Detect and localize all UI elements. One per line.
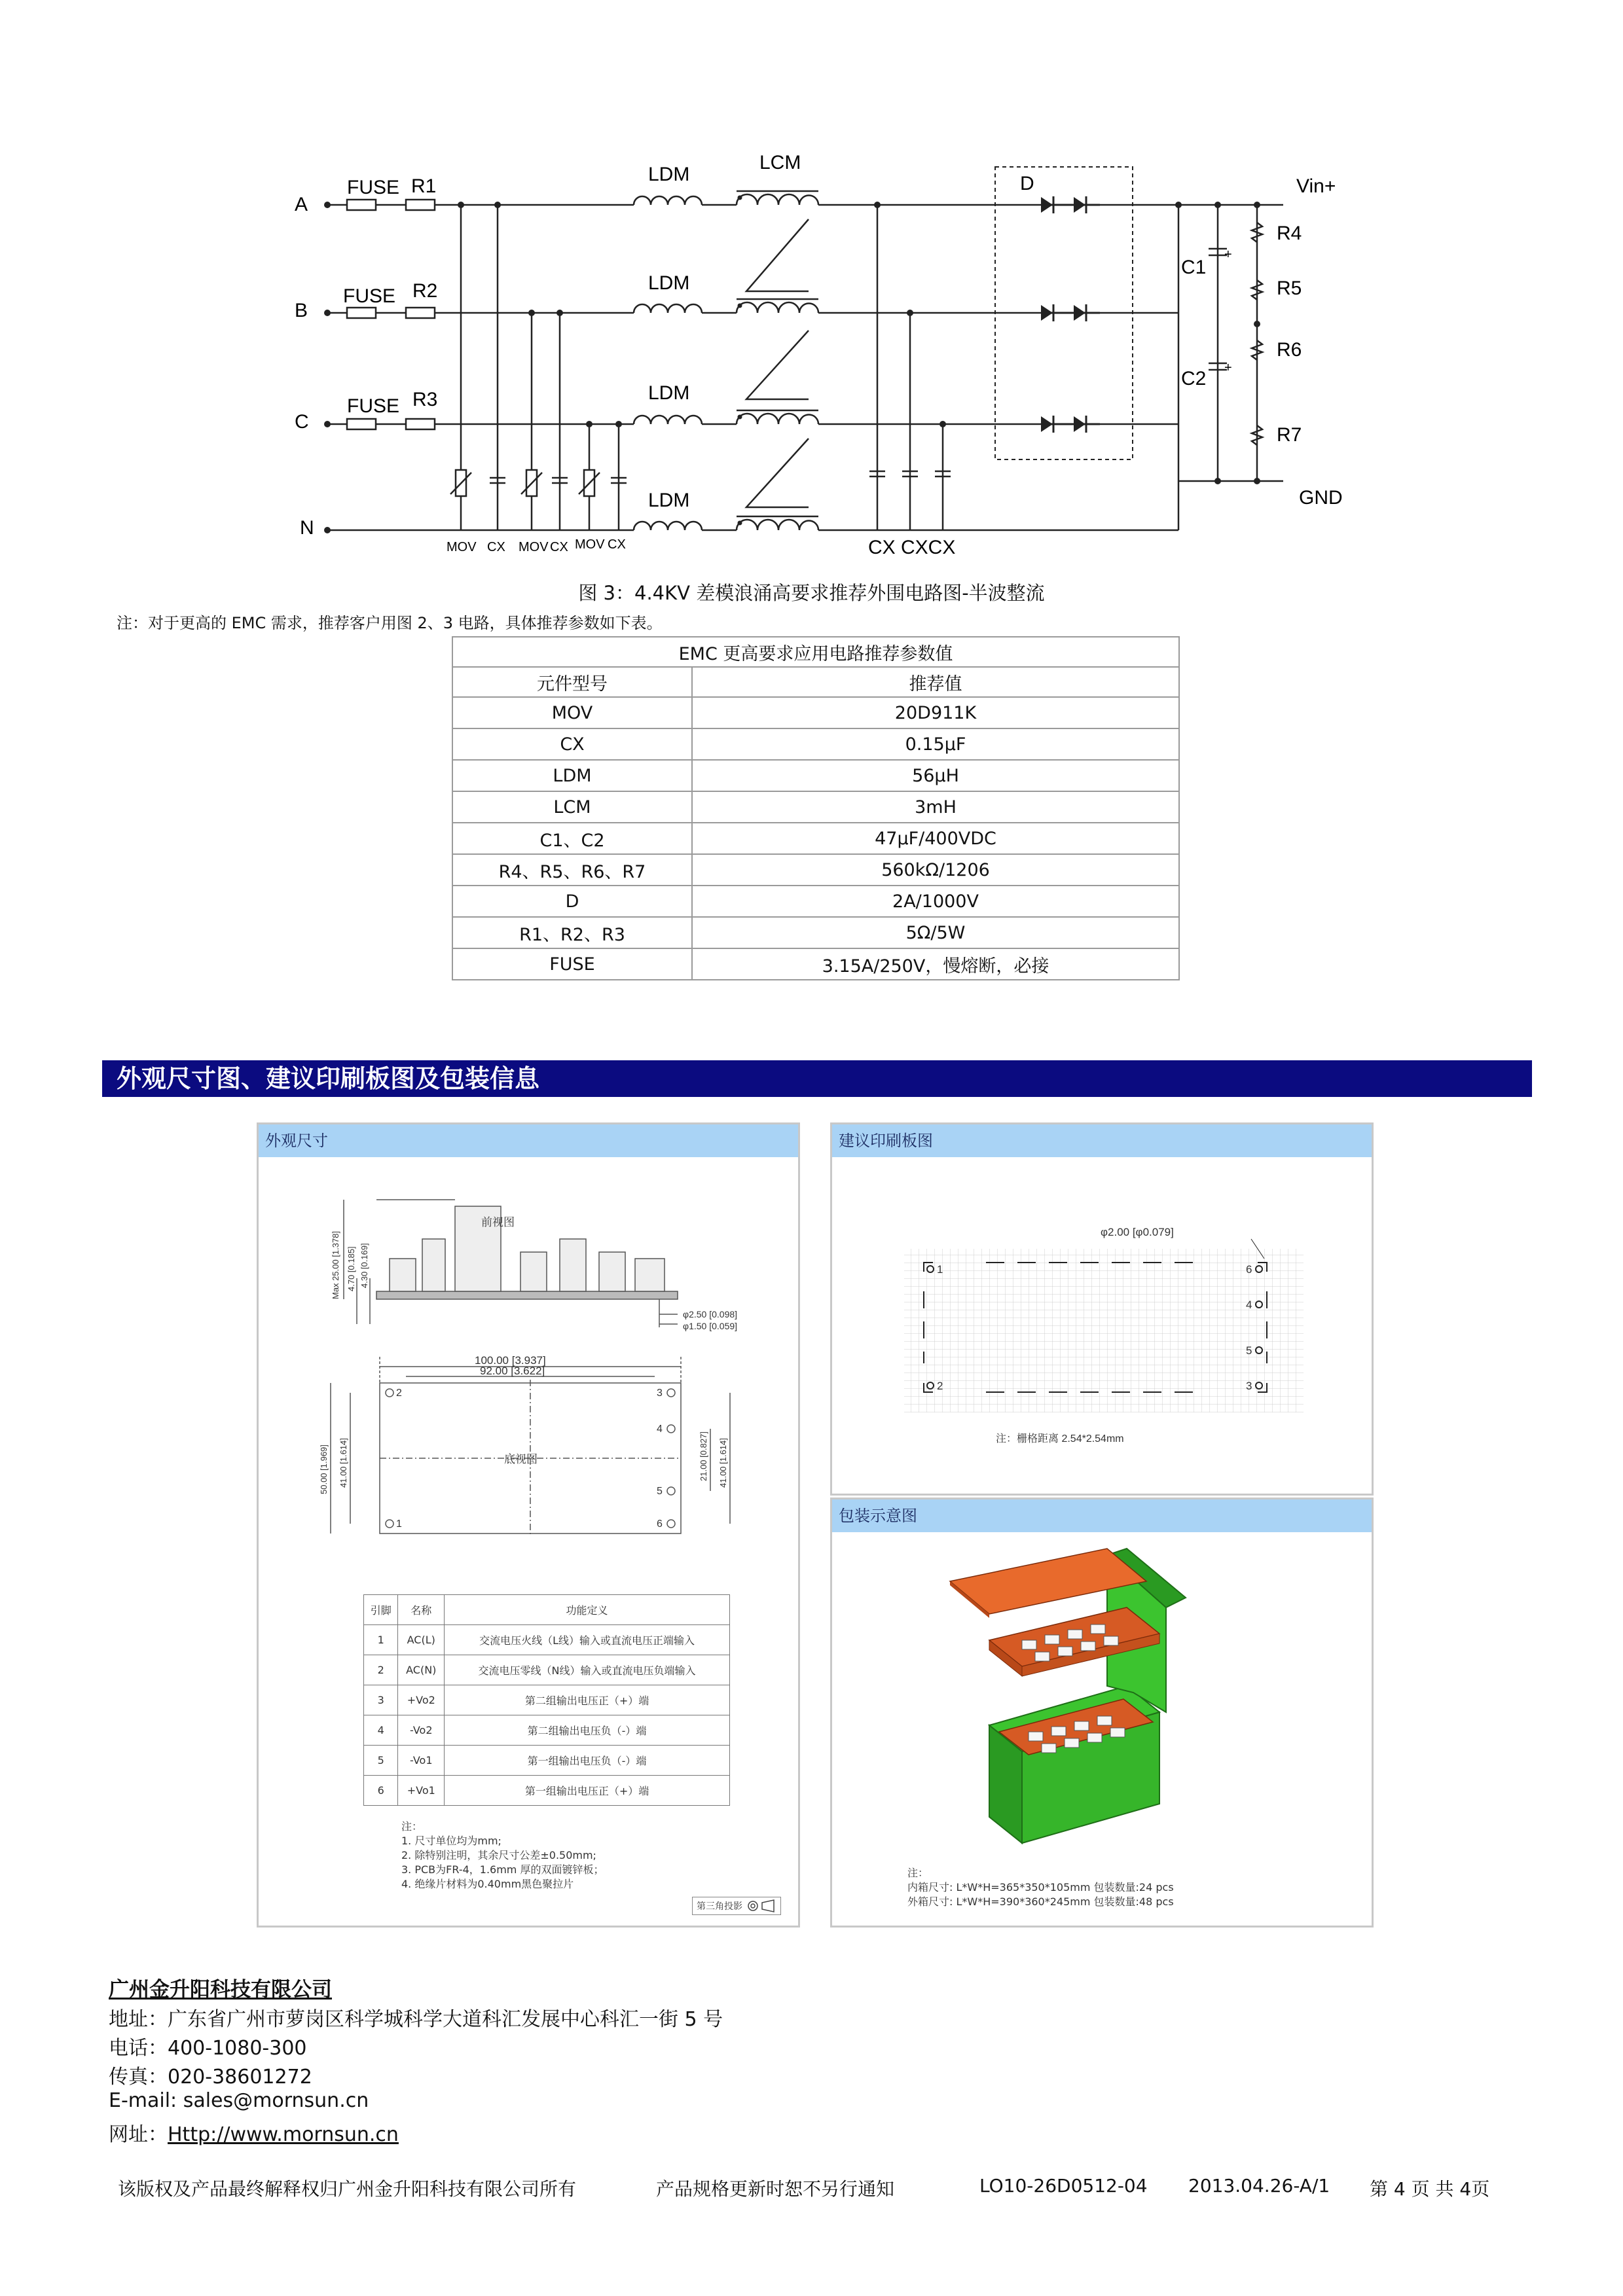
pin-col-pin: 引脚 [364, 1595, 398, 1625]
footer-doc-no: LO10-26D0512-04 [979, 2175, 1148, 2197]
cell: 5 [364, 1746, 398, 1776]
company-email: E-mail: sales@mornsun.cn [109, 2089, 369, 2112]
note-line: 4. 绝缘片材料为0.40mm黑色聚拉片 [401, 1878, 574, 1890]
web-label: 网址： [109, 2123, 168, 2146]
dim-max-h: Max 25.00 [1.378] [331, 1230, 340, 1299]
table-row [452, 823, 1179, 854]
table-row [452, 760, 1179, 791]
dimension-notes [401, 1820, 604, 1892]
bottom-view-label: 底视图 [504, 1453, 538, 1465]
note-line: 2. 除特别注明，其余尺寸公差±0.50mm; [401, 1849, 596, 1861]
cell: AC(L) [398, 1625, 445, 1655]
packaging-panel [830, 1498, 1374, 1928]
cell: 3mH [692, 791, 1179, 823]
input-n: N [300, 517, 314, 539]
diode-label: D [1020, 173, 1034, 194]
table-row [364, 1685, 730, 1715]
table-row [452, 917, 1179, 948]
footer-page: 第 4 页 共 4页 [1370, 2178, 1490, 2200]
cell: C1、C2 [452, 823, 692, 854]
note-line: 注： [401, 1820, 423, 1833]
pin-2: 2 [396, 1388, 402, 1399]
r7-label: R7 [1277, 424, 1302, 446]
circuit-diagram [0, 0, 1623, 576]
cell: R4、R5、R6、R7 [452, 854, 692, 886]
c2-label: C2 [1181, 368, 1207, 389]
cell: FUSE [452, 948, 692, 980]
pin-5: 5 [657, 1486, 663, 1497]
cell: -Vo2 [398, 1715, 445, 1746]
pcb-pin-2: 2 [937, 1380, 943, 1392]
cell: 1 [364, 1625, 398, 1655]
dim-d2: 4.30 [0.169] [359, 1243, 369, 1288]
pcb-pin-6: 6 [1246, 1263, 1252, 1276]
cell: 20D911K [692, 697, 1179, 728]
projection-icon [746, 1899, 776, 1913]
pcb-panel-title: 建议印刷板图 [832, 1124, 1372, 1157]
ldm-label-2: LDM [648, 272, 690, 294]
r3-label: R3 [412, 389, 438, 410]
mov-label-1: MOV [447, 540, 477, 554]
pin-1: 1 [396, 1518, 402, 1530]
cell: CX [452, 728, 692, 760]
emc-note: 注：对于更高的 EMC 需求，推荐客户用图 2、3 电路，具体推荐参数如下表。 [117, 614, 663, 632]
dim-pin-d2: φ1.50 [0.059] [683, 1321, 738, 1331]
cell: 2 [364, 1655, 398, 1685]
ldm-label-1: LDM [648, 164, 690, 185]
table-row [452, 886, 1179, 917]
pcb-hole-dim: φ2.00 [φ0.079] [1101, 1226, 1174, 1238]
pin-col-name: 名称 [398, 1595, 445, 1625]
cell: LDM [452, 760, 692, 791]
r2-label: R2 [412, 280, 438, 302]
cell: 交流电压零线（N线）输入或直流电压负端输入 [445, 1655, 730, 1685]
footer-notice: 产品规格更新时恕不另行通知 [656, 2178, 895, 2200]
section-banner: 外观尺寸图、建议印刷板图及包装信息 [102, 1060, 1532, 1097]
figure-caption: 图 3：4.4KV 差模浪涌高要求推荐外围电路图-半波整流 [578, 582, 1045, 604]
cell: 2A/1000V [692, 886, 1179, 917]
dim-h1: 50.00 [1.969] [319, 1444, 329, 1494]
cx-label-1: CX [487, 540, 505, 554]
table-row [364, 1746, 730, 1776]
pcb-pin-5: 5 [1246, 1344, 1252, 1357]
note-line: 外箱尺寸: L*W*H=390*360*245mm 包装数量:48 pcs [907, 1895, 1174, 1908]
cell: AC(N) [398, 1655, 445, 1685]
front-view-label: 前视图 [481, 1216, 515, 1229]
cell: D [452, 886, 692, 917]
cell: 5Ω/5W [692, 917, 1179, 948]
table-row [364, 1655, 730, 1685]
pcb-pin-1: 1 [937, 1263, 943, 1276]
table-row [452, 948, 1179, 980]
cell: 第一组输出电压负（-）端 [445, 1746, 730, 1776]
input-c: C [295, 411, 309, 433]
cx-label-3: CX [608, 537, 626, 552]
cell: 第二组输出电压负（-）端 [445, 1715, 730, 1746]
cell: -Vo1 [398, 1746, 445, 1776]
note-line: 内箱尺寸: L*W*H=365*350*105mm 包装数量:24 pcs [907, 1881, 1174, 1893]
c1-plus: + [1224, 247, 1232, 262]
cell: 交流电压火线（L线）输入或直流电压正端输入 [445, 1625, 730, 1655]
packaging-panel-title: 包装示意图 [832, 1499, 1372, 1532]
cell: LCM [452, 791, 692, 823]
r6-label: R6 [1277, 339, 1302, 361]
company-fax: 传真：020-38601272 [109, 2066, 312, 2089]
input-a: A [295, 194, 308, 215]
dim-d1: 4.70 [0.185] [346, 1246, 356, 1291]
pcb-panel [830, 1122, 1374, 1496]
pcb-layout-drawing [832, 1160, 1372, 1494]
dim-w1: 100.00 [3.937] [475, 1354, 546, 1367]
params-table [452, 636, 1180, 980]
c1-label: C1 [1181, 257, 1207, 278]
pin-table [363, 1594, 730, 1806]
cell: 第二组输出电压正（+）端 [445, 1685, 730, 1715]
params-col-part: 元件型号 [452, 667, 692, 697]
cell: 4 [364, 1715, 398, 1746]
note-line: 1. 尺寸单位均为mm; [401, 1835, 501, 1847]
params-table-title: EMC 更高要求应用电路推荐参数值 [452, 637, 1179, 667]
gnd-label: GND [1299, 487, 1343, 509]
dim-h4: 41.00 [1.614] [718, 1438, 728, 1488]
note-line: 3. PCB为FR-4，1.6mm 厚的双面镀锌板； [401, 1863, 604, 1876]
cell: 第一组输出电压正（+）端 [445, 1776, 730, 1806]
cell: 3.15A/250V，慢熔断，必接 [692, 948, 1179, 980]
fuse-label-b: FUSE [343, 285, 396, 307]
c2-plus: + [1224, 361, 1232, 375]
params-col-value: 推荐值 [692, 667, 1179, 697]
fuse-label-a: FUSE [347, 177, 400, 198]
dimension-drawing [259, 1160, 798, 1592]
cell: +Vo1 [398, 1776, 445, 1806]
r4-label: R4 [1277, 223, 1302, 244]
footer-copyright: 该版权及产品最终解释权归广州金升阳科技有限公司所有 [118, 2178, 577, 2200]
dim-w2: 92.00 [3.622] [480, 1365, 545, 1377]
dimensions-panel [257, 1122, 800, 1928]
packaging-notes [907, 1866, 1174, 1909]
input-b: B [295, 300, 308, 321]
cell: R1、R2、R3 [452, 917, 692, 948]
dim-h2: 41.00 [1.614] [338, 1438, 348, 1488]
company-web-row [109, 2118, 399, 2147]
r1-label: R1 [411, 175, 437, 197]
pin-col-function: 功能定义 [445, 1595, 730, 1625]
pin-3: 3 [657, 1388, 663, 1399]
table-row [452, 791, 1179, 823]
table-row [364, 1715, 730, 1746]
r5-label: R5 [1277, 278, 1302, 299]
cell: 0.15μF [692, 728, 1179, 760]
table-row [452, 854, 1179, 886]
ldm-label-3: LDM [648, 382, 690, 404]
cell: 47μF/400VDC [692, 823, 1179, 854]
cx-group-label: CX CXCX [868, 537, 956, 558]
projection-label: 第三角投影 [697, 1901, 742, 1912]
table-row [452, 728, 1179, 760]
cell: 6 [364, 1776, 398, 1806]
cell: 560kΩ/1206 [692, 854, 1179, 886]
vin-label: Vin+ [1296, 175, 1336, 197]
packaging-illustration [832, 1535, 1372, 1863]
dim-pin-d1: φ2.50 [0.098] [683, 1309, 738, 1319]
dimensions-panel-title: 外观尺寸 [259, 1124, 798, 1157]
lcm-label: LCM [759, 152, 801, 173]
table-row [364, 1625, 730, 1655]
fuse-label-c: FUSE [347, 395, 400, 417]
pcb-grid-note: 注：栅格距离 2.54*2.54mm [996, 1433, 1124, 1444]
company-phone: 电话：400-1080-300 [109, 2037, 307, 2060]
pcb-pin-3: 3 [1246, 1380, 1252, 1392]
pin-4: 4 [657, 1424, 663, 1435]
projection-symbol [692, 1897, 781, 1915]
cell: +Vo2 [398, 1685, 445, 1715]
table-row [364, 1776, 730, 1806]
ldm-label-4: LDM [648, 490, 690, 511]
mov-label-2: MOV [519, 540, 549, 554]
note-line: 注： [907, 1867, 929, 1879]
cell: 56μH [692, 760, 1179, 791]
company-address: 地址：广东省广州市萝岗区科学城科学大道科汇发展中心科汇一街 5 号 [109, 2008, 723, 2031]
cx-label-2: CX [550, 540, 568, 554]
pin-6: 6 [657, 1518, 663, 1530]
footer-date: 2013.04.26-A/1 [1188, 2175, 1330, 2197]
dim-h3: 21.00 [0.827] [699, 1431, 708, 1481]
table-row [452, 697, 1179, 728]
cell: MOV [452, 697, 692, 728]
company-name: 广州金升阳科技有限公司 [109, 1978, 332, 2001]
mov-label-3: MOV [575, 537, 605, 552]
website-link[interactable]: Http://www.mornsun.cn [168, 2123, 399, 2146]
cell: 3 [364, 1685, 398, 1715]
pcb-pin-4: 4 [1246, 1299, 1252, 1311]
